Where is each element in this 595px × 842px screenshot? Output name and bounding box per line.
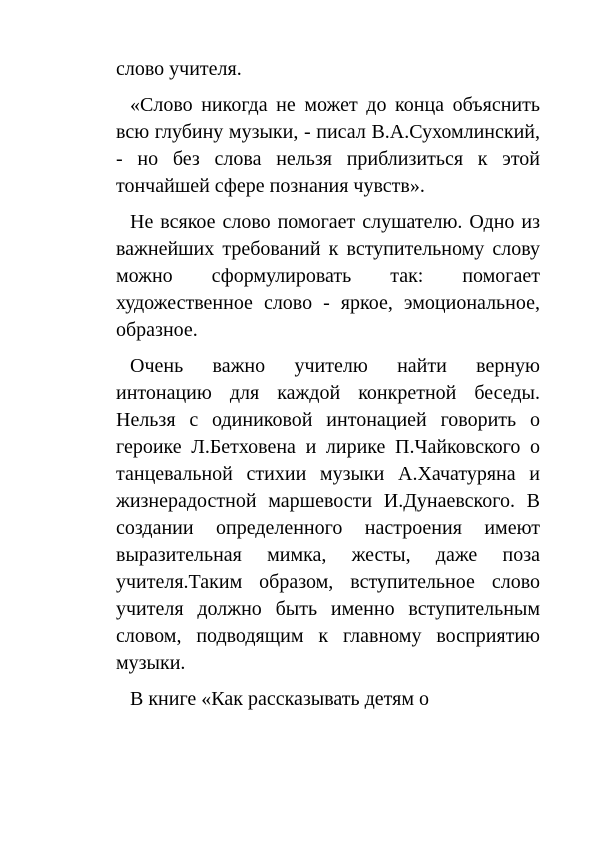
- document-body: [116, 56, 540, 722]
- paragraph-introductory-word: Не всякое слово помогает слушателю. Одно из важнейших требований к вступительному слову можно сформулировать так: помогает художественное слово - яркое, эмоциональное, образное.: [116, 211, 540, 341]
- paragraph-quote-sukhomlinsky: «Слово никогда не может до конца объяснить всю глубину музыки, - писал В.А.Сухомлинский, - но без слова нельзя приблизиться к этой тончайшей сфере познания чувств».: [116, 94, 540, 197]
- paragraph-book: В книге «Как рассказывать детям о: [130, 688, 429, 710]
- paragraph-continuation: слово учителя.: [116, 58, 242, 80]
- paragraph-intonation: Очень важно учителю найти верную интонацию для каждой конкретной беседы. Нельзя с одиниковой интонацией говорить о героике Л.Бетховена и лирике П.Чайковского о танцевальной стихии музыки А.Хачатуряна и жизнерадостной маршевости И.Дунаевского. В создании определенного настроения имеют выразительная мимка, жесты, даже поза учителя.Таким образом, вступительное слово учителя должно быть именно вступительным словом, подводящим к главному восприятию музыки.: [116, 355, 540, 674]
